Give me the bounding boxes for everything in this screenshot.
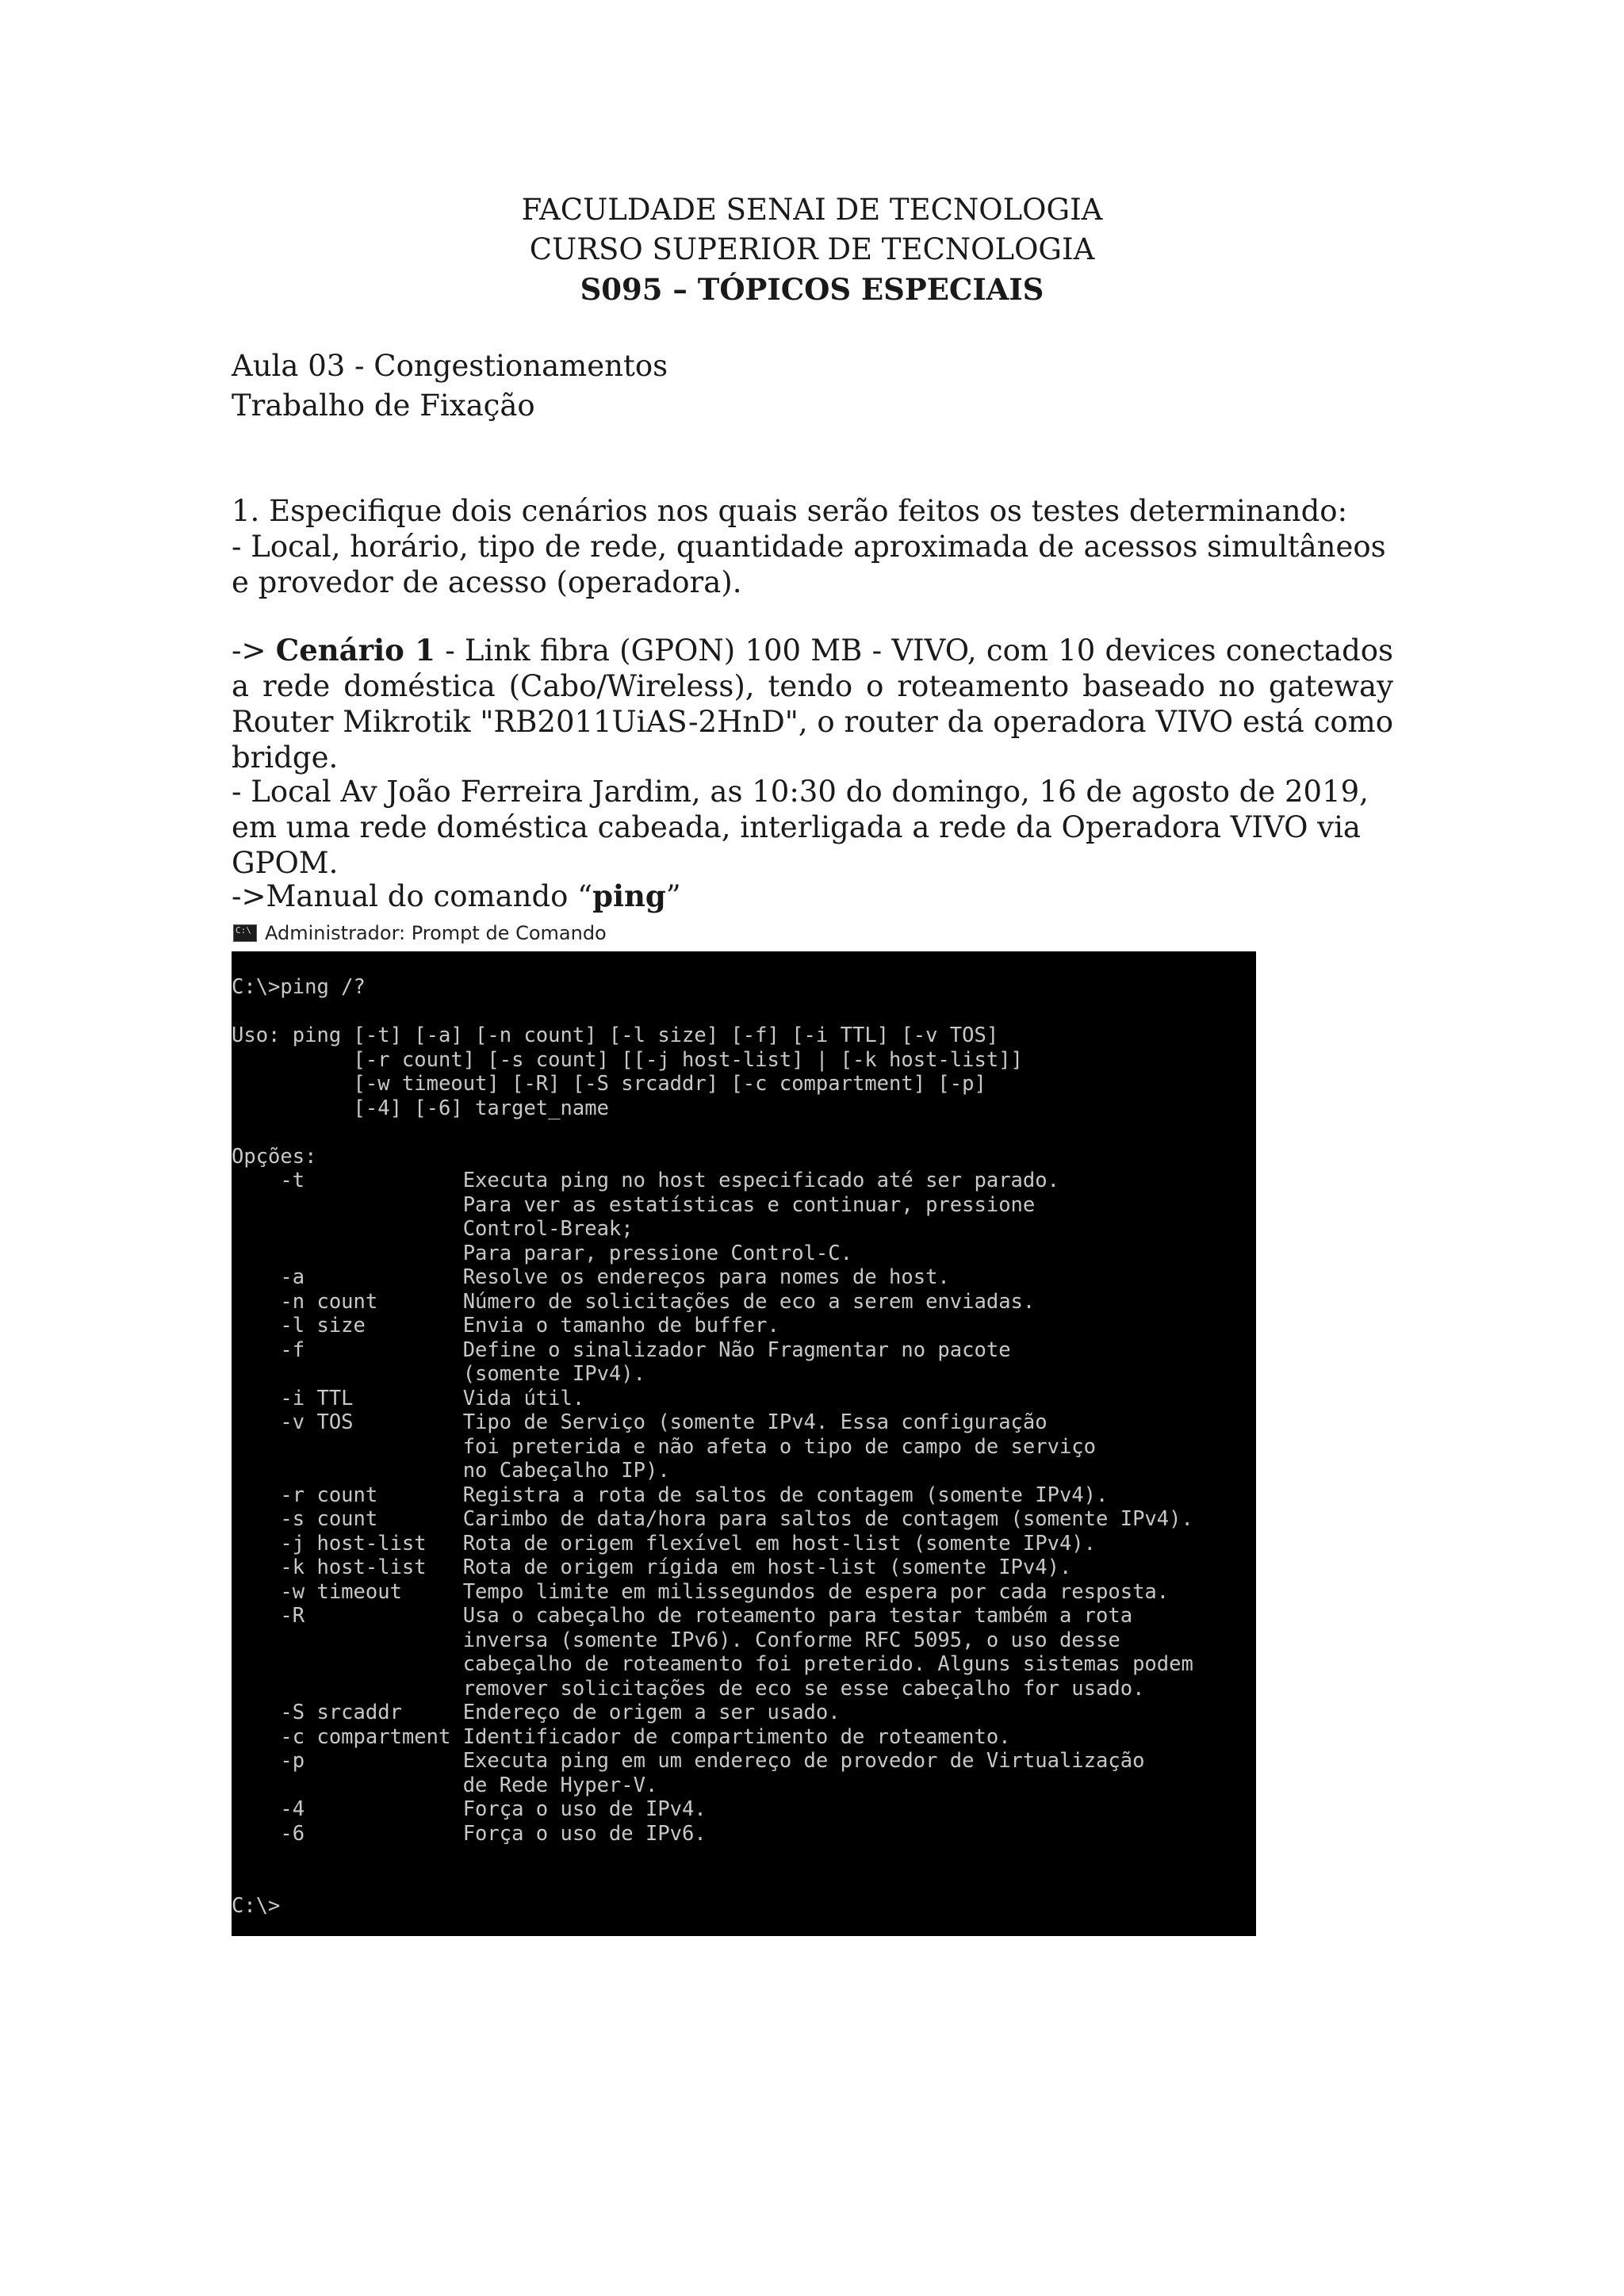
terminal-line: [-w timeout] [-R] [-S srcaddr] [-c compartment] [-p] (232, 1072, 986, 1096)
terminal-line: -4 Força o uso de IPv4. (232, 1797, 707, 1821)
manual-suffix: ” (665, 879, 681, 913)
lesson-heading (232, 346, 1393, 426)
terminal-line: -R Usa o cabeçalho de roteamento para testar também a rota (232, 1604, 1133, 1628)
terminal-line: -w timeout Tempo limite em milissegundos de espera por cada resposta. (232, 1579, 1170, 1604)
terminal-window-title: Administrador: Prompt de Comando (265, 922, 607, 944)
terminal-line: -n count Número de solicitações de eco a serem enviadas. (232, 1289, 1036, 1314)
terminal-line: cabeçalho de roteamento foi preterido. Alguns sistemas podem (232, 1652, 1193, 1676)
scenario-1 (232, 633, 1393, 775)
scenario-1-arrow: -> (232, 633, 276, 668)
terminal-line: -v TOS Tipo de Serviço (somente IPv4. Essa configuração (232, 1410, 1048, 1434)
terminal-line: -r count Registra a rota de saltos de contagem (somente IPv4). (232, 1483, 1109, 1507)
terminal-line (232, 1870, 1256, 1895)
manual-command: ping (592, 878, 666, 913)
location-text: - Local Av João Ferreira Jardim, as 10:30 do domingo, 16 de agosto de 2019, em uma rede doméstica cabeada, interligada a rede da Operadora VIVO via GPOM. (232, 775, 1369, 880)
terminal-line: -c compartment Identificador de compartimento de roteamento. (232, 1724, 1011, 1749)
terminal-line: -S srcaddr Endereço de origem a ser usado. (232, 1701, 841, 1724)
terminal-line: Uso: ping [-t] [-a] [-n count] [-l size] [-f] [-i TTL] [-v TOS] (232, 1024, 999, 1047)
terminal-line (232, 1000, 1256, 1024)
terminal-line: Opções: (232, 1144, 317, 1169)
lesson-subtitle: Trabalho de Fixação (232, 388, 535, 423)
terminal-line (232, 1846, 1256, 1870)
terminal-line: Para parar, pressione Control-C. (232, 1241, 852, 1265)
manual-heading (232, 878, 1393, 914)
terminal-line: Para ver as estatísticas e continuar, pressione (232, 1192, 1036, 1217)
scenario-1-paragraph (232, 633, 1393, 775)
manual-heading-text (232, 878, 1393, 914)
terminal-line: de Rede Hyper-V. (232, 1773, 658, 1797)
question-1-statement: 1. Especifique dois cenários nos quais serão feitos os testes determinando: (232, 494, 1348, 528)
scenario-1-text: - Link fibra (GPON) 100 MB - VIVO, com 10 devices conectados a rede doméstica (Cabo/Wireless), tendo o roteamento baseado no gateway Router Mikrotik "RB2011UiAS-2HnD", o router da operadora VIVO está como bridge. (232, 633, 1394, 775)
manual-prefix: ->Manual do comando “ (232, 879, 593, 913)
document-header (0, 190, 1624, 309)
terminal-line: foi preterida e não afeta o tipo de campo de serviço (232, 1434, 1097, 1459)
terminal-line: -s count Carimbo de data/hora para saltos de contagem (somente IPv4). (232, 1507, 1193, 1531)
question-1-details: - Local, horário, tipo de rede, quantidade aproximada de acessos simultâneos e provedor de acesso (operadora). (232, 530, 1386, 599)
terminal-line: C:\> (232, 1894, 281, 1918)
terminal-line: -a Resolve os endereços para nomes de host. (232, 1265, 950, 1289)
terminal-line: -k host-list Rota de origem rígida em host-list (somente IPv4). (232, 1556, 1072, 1579)
lesson-title: Aula 03 - Congestionamentos (232, 349, 668, 383)
terminal-line: -6 Força o uso de IPv6. (232, 1821, 707, 1846)
terminal-line: inversa (somente IPv6). Conforme RFC 5095, o uso desse (232, 1628, 1120, 1652)
terminal-line: -f Define o sinalizador Não Fragmentar no pacote (232, 1337, 1011, 1362)
subject-name: S095 – TÓPICOS ESPECIAIS (580, 272, 1044, 307)
terminal-line: -l size Envia o tamanho de buffer. (232, 1314, 779, 1337)
terminal-line: remover solicitações de eco se esse cabeçalho for usado. (232, 1676, 1145, 1701)
terminal-line (232, 1120, 1256, 1145)
terminal-line: [-r count] [-s count] [[-j host-list] | [-k host-list]] (232, 1047, 1023, 1072)
terminal-line: C:\>ping /? (232, 975, 366, 999)
terminal-line: [-4] [-6] target_name (232, 1096, 609, 1120)
terminal-screenshot (232, 951, 1256, 1936)
course-name: CURSO SUPERIOR DE TECNOLOGIA (529, 232, 1095, 266)
question-1 (232, 493, 1393, 600)
terminal-line: -j host-list Rota de origem flexível em host-list (somente IPv4). (232, 1531, 1097, 1556)
scenario-1-label: Cenário 1 (275, 633, 435, 668)
location-paragraph (232, 774, 1393, 881)
terminal-line: -p Executa ping em um endereço de provedor de Virtualização (232, 1749, 1145, 1773)
terminal-titlebar (233, 921, 607, 945)
terminal-line: no Cabeçalho IP). (232, 1459, 670, 1483)
terminal-line: Control-Break; (232, 1217, 634, 1241)
terminal-line: (somente IPv4). (232, 1362, 645, 1386)
command-prompt-icon (233, 924, 257, 942)
terminal-line: -i TTL Vida útil. (232, 1386, 585, 1410)
institution-name: FACULDADE SENAI DE TECNOLOGIA (521, 193, 1103, 227)
terminal-line: -t Executa ping no host especificado até ser parado. (232, 1169, 1059, 1192)
